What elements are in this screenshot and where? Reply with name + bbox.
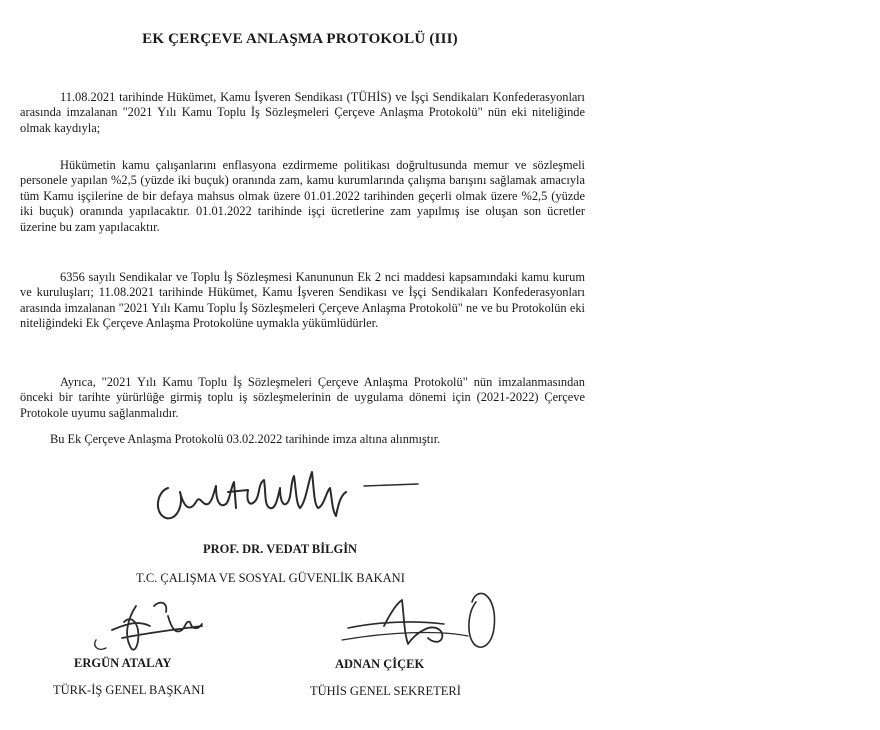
signatory-title-tuhis: TÜHİS GENEL SEKRETERİ — [310, 684, 461, 698]
paragraph-compliance: Ayrıca, "2021 Yılı Kamu Toplu İş Sözleşmeleri Çerçeve Anlaşma Protokolü" nün imzalanmasından önceki bir tarihte yürürlüğe girmiş toplu iş sözleşmelerinin de uygulama dönemi için (2021-2022) Çerçeve Protokole uyumu sağlanmalıdır. — [20, 375, 585, 420]
paragraph-obligation: 6356 sayılı Sendikalar ve Toplu İş Sözleşmesi Kanununun Ek 2 nci maddesi kapsamındaki kamu kurum ve kuruluşları; 11.08.2021 tarihinde Hükümet, Kamu İşveren Sendikası ve İşçi Sendikaları Konfederasyonları arasında imzalanan "2021 Yılı Kamu Toplu İş Sözleşmeleri Çerçeve Anlaşma Protokolü" ne ve bu Protokolün eki niteliğindeki Ek Çerçeve Anlaşma Protokolüne uymakla yükümlüdürler. — [20, 270, 585, 331]
paragraph-intro: 11.08.2021 tarihinde Hükümet, Kamu İşveren Sendikası (TÜHİS) ve İşçi Sendikaları Konfederasyonları arasında imzalanan "2021 Yılı Kamu Toplu İş Sözleşmeleri Çerçeve Anlaşma Protokolü" nün eki niteliğinde olmak kaydıyla; — [20, 90, 585, 135]
signatory-name-tuhis: ADNAN ÇİÇEK — [335, 657, 425, 671]
blank-margin — [600, 0, 880, 730]
signatory-name-minister: PROF. DR. VEDAT BİLGİN — [203, 542, 358, 556]
minister-signature — [150, 462, 440, 542]
signatory-title-minister: T.C. ÇALIŞMA VE SOSYAL GÜVENLİK BAKANI — [136, 571, 405, 585]
signatory-title-turkis: TÜRK-İŞ GENEL BAŞKANI — [53, 683, 205, 697]
paragraph-signing-date: Bu Ek Çerçeve Anlaşma Protokolü 03.02.2022 tarihinde imza altına alınmıştır. — [50, 432, 441, 446]
tuhis-signature — [318, 582, 538, 664]
paragraph-wage-increase: Hükümetin kamu çalışanlarını enflasyona ezdirmeme politikası doğrultusunda memur ve sözleşmeli personele yapılan %2,5 (yüzde iki buçuk) oranında zam, kamu kurumlarında çalışma barışını sağlamak amacıyla tüm Kamu işçilerine de bir defaya mahsus olmak üzere 01.01.2022 tarihinden geçerli olmak üzere %2,5 (yüzde iki buçuk) oranında yapılacaktır. 01.01.2022 tarihinde işçi ücretlerine zam yapılmış ise oluşan son ücretler üzerine bu zam yapılacaktır. — [20, 158, 585, 234]
signatory-name-turkis: ERGÜN ATALAY — [74, 656, 172, 670]
document-title: EK ÇERÇEVE ANLAŞMA PROTOKOLÜ (III) — [142, 31, 458, 47]
turkis-signature — [72, 586, 232, 666]
